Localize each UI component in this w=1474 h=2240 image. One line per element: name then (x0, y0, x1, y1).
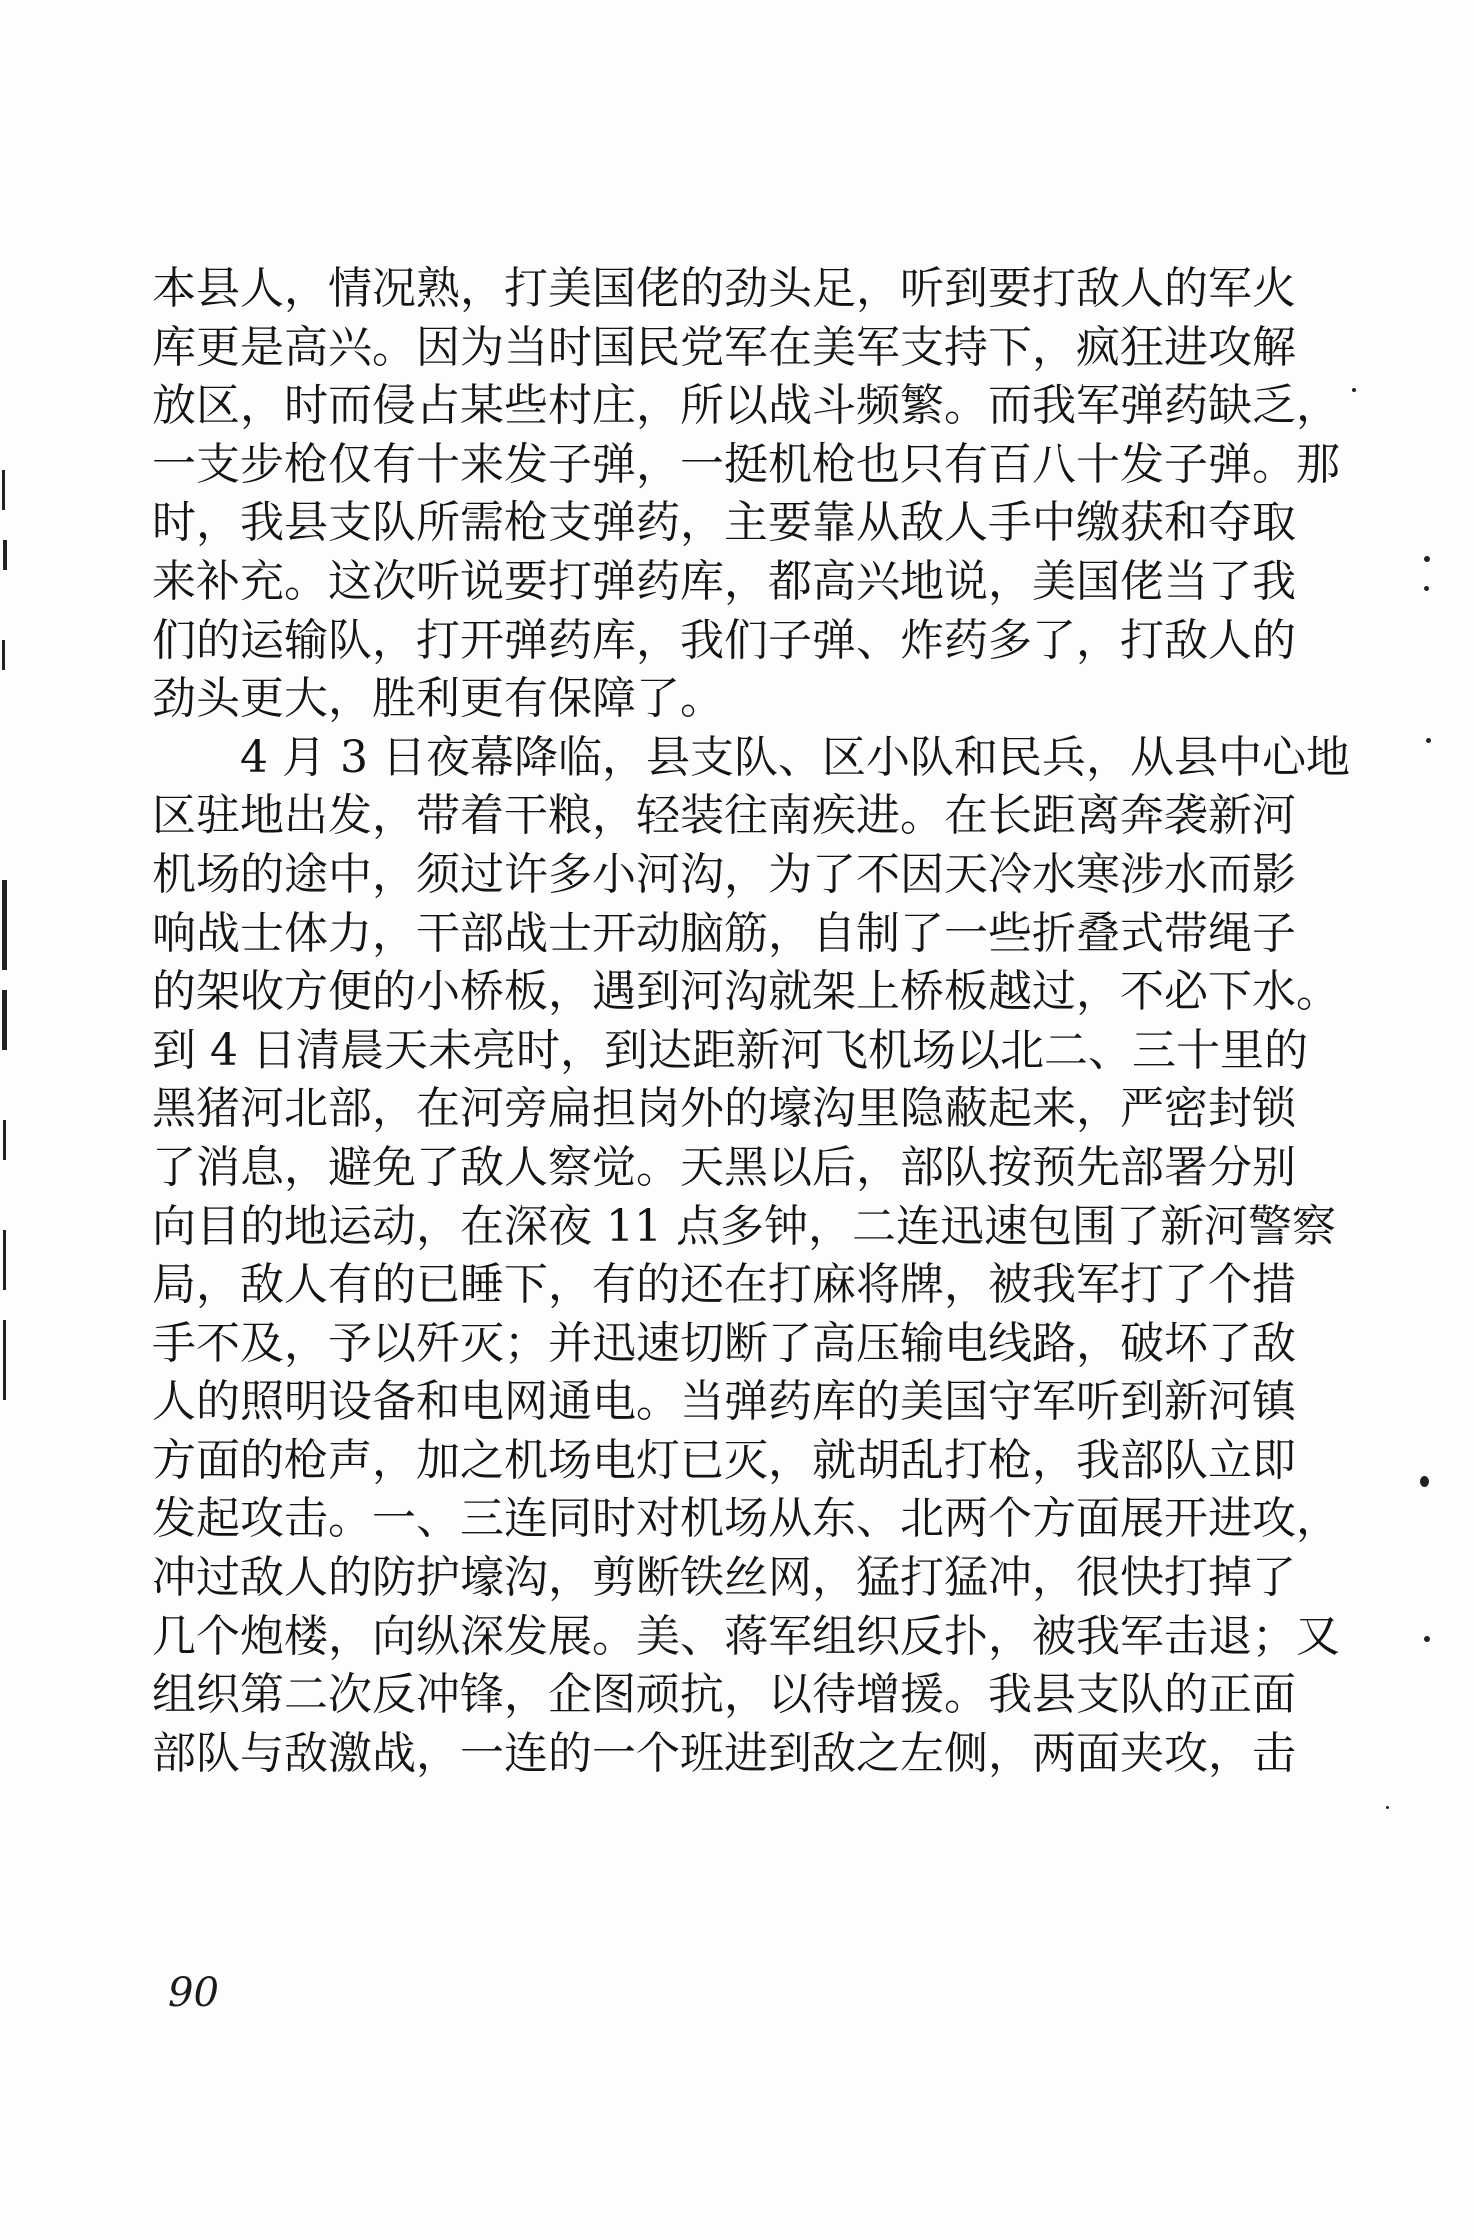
text-line: 劲头更大，胜利更有保障了。 (152, 673, 724, 725)
text-line: 来补充。这次听说要打弹药库，都高兴地说，美国佬当了我 (152, 555, 1296, 607)
body-text (152, 262, 1350, 1785)
text-line: 4 月 3 日夜幕降临，县支队、区小队和民兵，从县中心地 (240, 731, 1350, 783)
text-line: 人的照明设备和电网通电。当弹药库的美国守军听到新河镇 (152, 1376, 1296, 1428)
text-line: 部队与敌激战，一连的一个班进到敌之左侧，两面夹攻，击 (152, 1727, 1296, 1779)
scan-speck (1424, 586, 1429, 591)
scan-mark (2, 880, 7, 970)
text-line: 一支步枪仅有十来发子弹，一挺机枪也只有百八十发子弹。那 (152, 438, 1340, 490)
scan-mark (3, 1320, 6, 1400)
scan-speck (1420, 1476, 1429, 1487)
text-line: 冲过敌人的防护壕沟，剪断铁丝网，猛打猛冲，很快打掉了 (152, 1552, 1296, 1604)
text-line: 手不及，予以歼灭；并迅速切断了高压输电线路，破坏了敌 (152, 1317, 1296, 1369)
text-line: 黑猪河北部，在河旁扁担岗外的壕沟里隐蔽起来，严密封锁 (152, 1083, 1296, 1135)
text-line: 局，敌人有的已睡下，有的还在打麻将牌，被我军打了个措 (152, 1259, 1296, 1311)
text-line: 响战士体力，干部战士开动脑筋，自制了一些折叠式带绳子 (152, 907, 1296, 959)
text-line: 机场的途中，须过许多小河沟，为了不因天冷水寒涉水而影 (152, 848, 1296, 900)
scan-speck (1424, 556, 1430, 562)
scan-mark (3, 1230, 6, 1290)
text-line: 区驻地出发，带着干粮，轻装往南疾进。在长距离奔袭新河 (152, 790, 1296, 842)
text-line: 们的运输队，打开弹药库，我们子弹、炸药多了，打敌人的 (152, 614, 1296, 666)
text-line: 时，我县支队所需枪支弹药，主要靠从敌人手中缴获和夺取 (152, 497, 1296, 549)
scan-mark (3, 1120, 6, 1160)
page-number: 90 (168, 1970, 219, 2016)
text-line: 组织第二次反冲锋，企图顽抗，以待增援。我县支队的正面 (152, 1669, 1296, 1721)
text-line: 了消息，避免了敌人察觉。天黑以后，部队按预先部署分别 (152, 1141, 1296, 1193)
scan-speck (1426, 738, 1431, 743)
scan-mark (2, 470, 5, 510)
scan-mark (2, 640, 5, 670)
text-line: 的架收方便的小桥板，遇到河沟就架上桥板越过，不必下水。 (152, 966, 1340, 1018)
text-line: 方面的枪声，加之机场电灯已灭，就胡乱打枪，我部队立即 (152, 1434, 1296, 1486)
text-line: 发起攻击。一、三连同时对机场从东、北两个方面展开进攻， (152, 1493, 1340, 1545)
scan-speck (1352, 388, 1356, 392)
text-line: 到 4 日清晨天未亮时，到达距新河飞机场以北二、三十里的 (152, 1024, 1308, 1076)
scan-mark (3, 540, 7, 570)
text-line: 放区，时而侵占某些村庄，所以战斗频繁。而我军弹药缺乏， (152, 380, 1340, 432)
text-line: 库更是高兴。因为当时国民党军在美军支持下，疯狂进攻解 (152, 321, 1296, 373)
scan-speck (1386, 1806, 1389, 1809)
text-line: 本县人，情况熟，打美国佬的劲头足，听到要打敌人的军火 (152, 263, 1296, 314)
text-line: 向目的地运动，在深夜 11 点多钟，二连迅速包围了新河警察 (152, 1200, 1336, 1252)
scan-mark (2, 990, 7, 1050)
text-line: 几个炮楼，向纵深发展。美、蒋军组织反扑，被我军击退；又 (152, 1610, 1340, 1662)
scan-speck (1424, 1636, 1430, 1642)
